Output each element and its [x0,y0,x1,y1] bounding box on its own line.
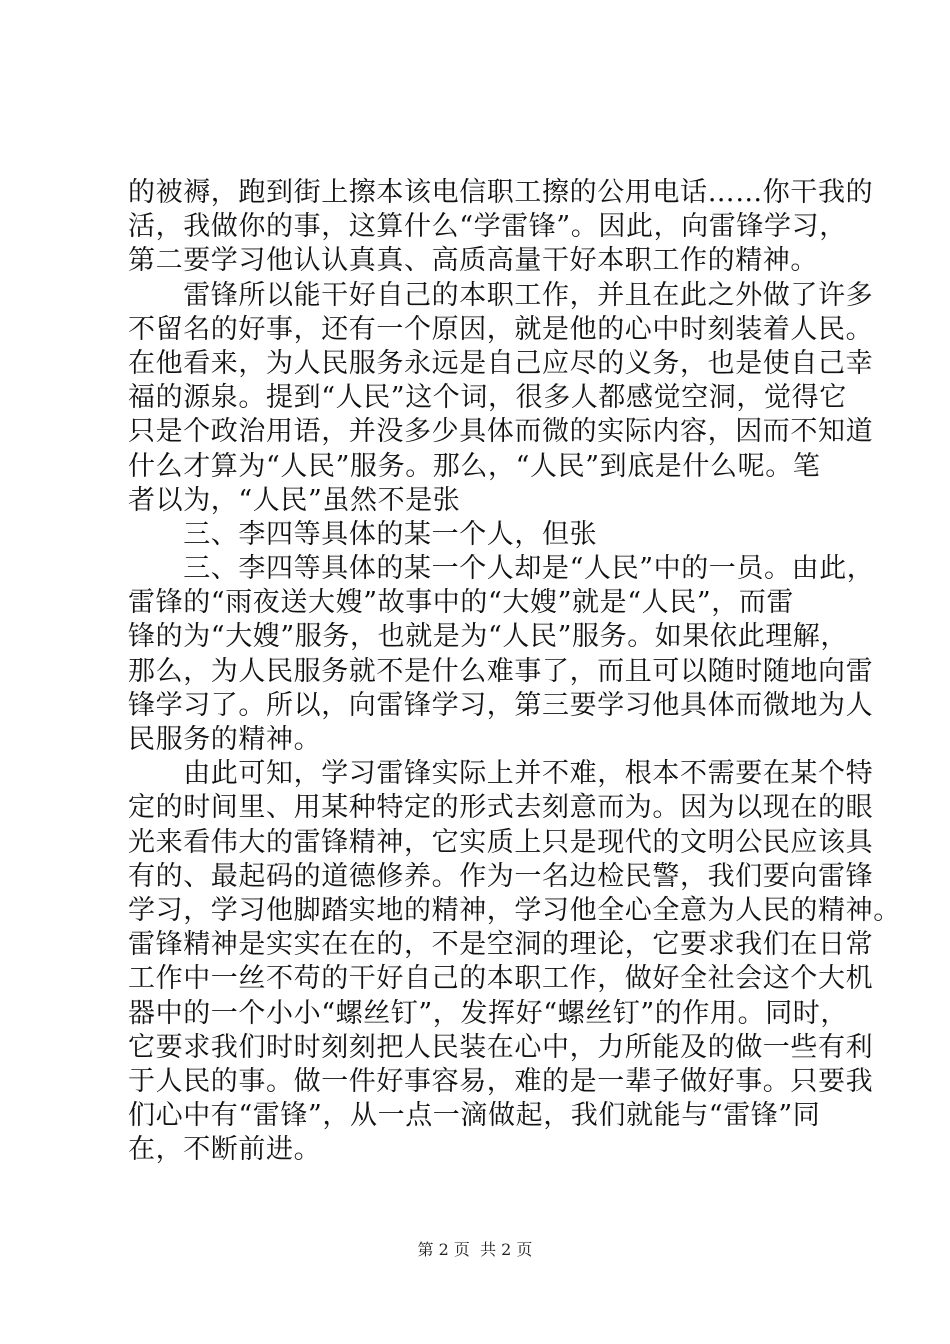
text-line: 锋的为“大嫂”服务，也就是为“人民”服务。如果依此理解， [128,621,849,653]
text-line: 者以为，“人民”虽然不是张 [128,484,461,516]
text-line: 雷锋的“雨夜送大嫂”故事中的“大嫂”就是“人民”，而雷 [128,587,795,619]
text-line: 那么，为人民服务就不是什么难事了，而且可以随时随地向雷 [128,655,874,687]
text-line: 器中的一个小小“螺丝钉”，发挥好“螺丝钉”的作用。同时， [128,997,849,1029]
text-line: 活，我做你的事，这算什么“学雷锋”。因此，向雷锋学习， [128,211,847,243]
text-line: 工作中一丝不苟的干好自己的本职工作，做好全社会这个大机 [128,963,874,995]
text-line: 只是个政治用语，并没多少具体而微的实际内容，因而不知道 [128,416,874,448]
text-line: 在，不断前进。 [128,1134,322,1166]
text-line: 定的时间里、用某种特定的形式去刻意而为。因为以现在的眼 [128,792,874,824]
text-line: 民服务的精神。 [128,724,322,755]
text-line: 三、李四等具体的某一个人却是“人民”中的一员。由此， [128,553,875,585]
text-line: 不留名的好事，还有一个原因，就是他的心中时刻装着人民。 [128,313,874,345]
text-line: 的被褥，跑到街上擦本该电信职工擦的公用电话……你干我的 [128,177,874,208]
text-line: 光来看伟大的雷锋精神，它实质上只是现代的文明公民应该具 [128,826,874,858]
text-line: 雷锋所以能干好自己的本职工作，并且在此之外做了许多 [128,279,874,311]
text-line: 于人民的事。做一件好事容易，难的是一辈子做好事。只要我 [128,1065,874,1097]
text-line: 雷锋精神是实实在在的，不是空洞的理论，它要求我们在日常 [128,929,874,961]
page-footer [0,1237,950,1260]
text-line: 学习，学习他脚踏实地的精神，学习他全心全意为人民的精神。 [128,894,901,926]
text-line: 它要求我们时时刻刻把人民装在心中，力所能及的做一些有利 [128,1031,874,1063]
text-line: 什么才算为“人民”服务。那么，“人民”到底是什么呢。笔 [128,450,821,482]
text-line: 第二要学习他认认真真、高质高量干好本职工作的精神。 [128,245,818,277]
text-line: 有的、最起码的道德修养。作为一名边检民警，我们要向雷锋 [128,860,874,892]
text-line: 锋学习了。所以，向雷锋学习，第三要学习他具体而微地为人 [128,689,874,721]
text-line: 三、李四等具体的某一个人，但张 [128,518,598,550]
text-line: 在他看来，为人民服务永远是自己应尽的义务，也是使自己幸 [128,347,874,379]
text-line: 福的源泉。提到“人民”这个词，很多人都感觉空洞，觉得它 [128,382,847,414]
text-line: 们心中有“雷锋”，从一点一滴做起，我们就能与“雷锋”同 [128,1100,821,1132]
body-text [128,176,901,1167]
text-line: 由此可知，学习雷锋实际上并不难，根本不需要在某个特 [128,758,874,790]
page-number-label: 第 2 页 共 2 页 [417,1240,533,1259]
